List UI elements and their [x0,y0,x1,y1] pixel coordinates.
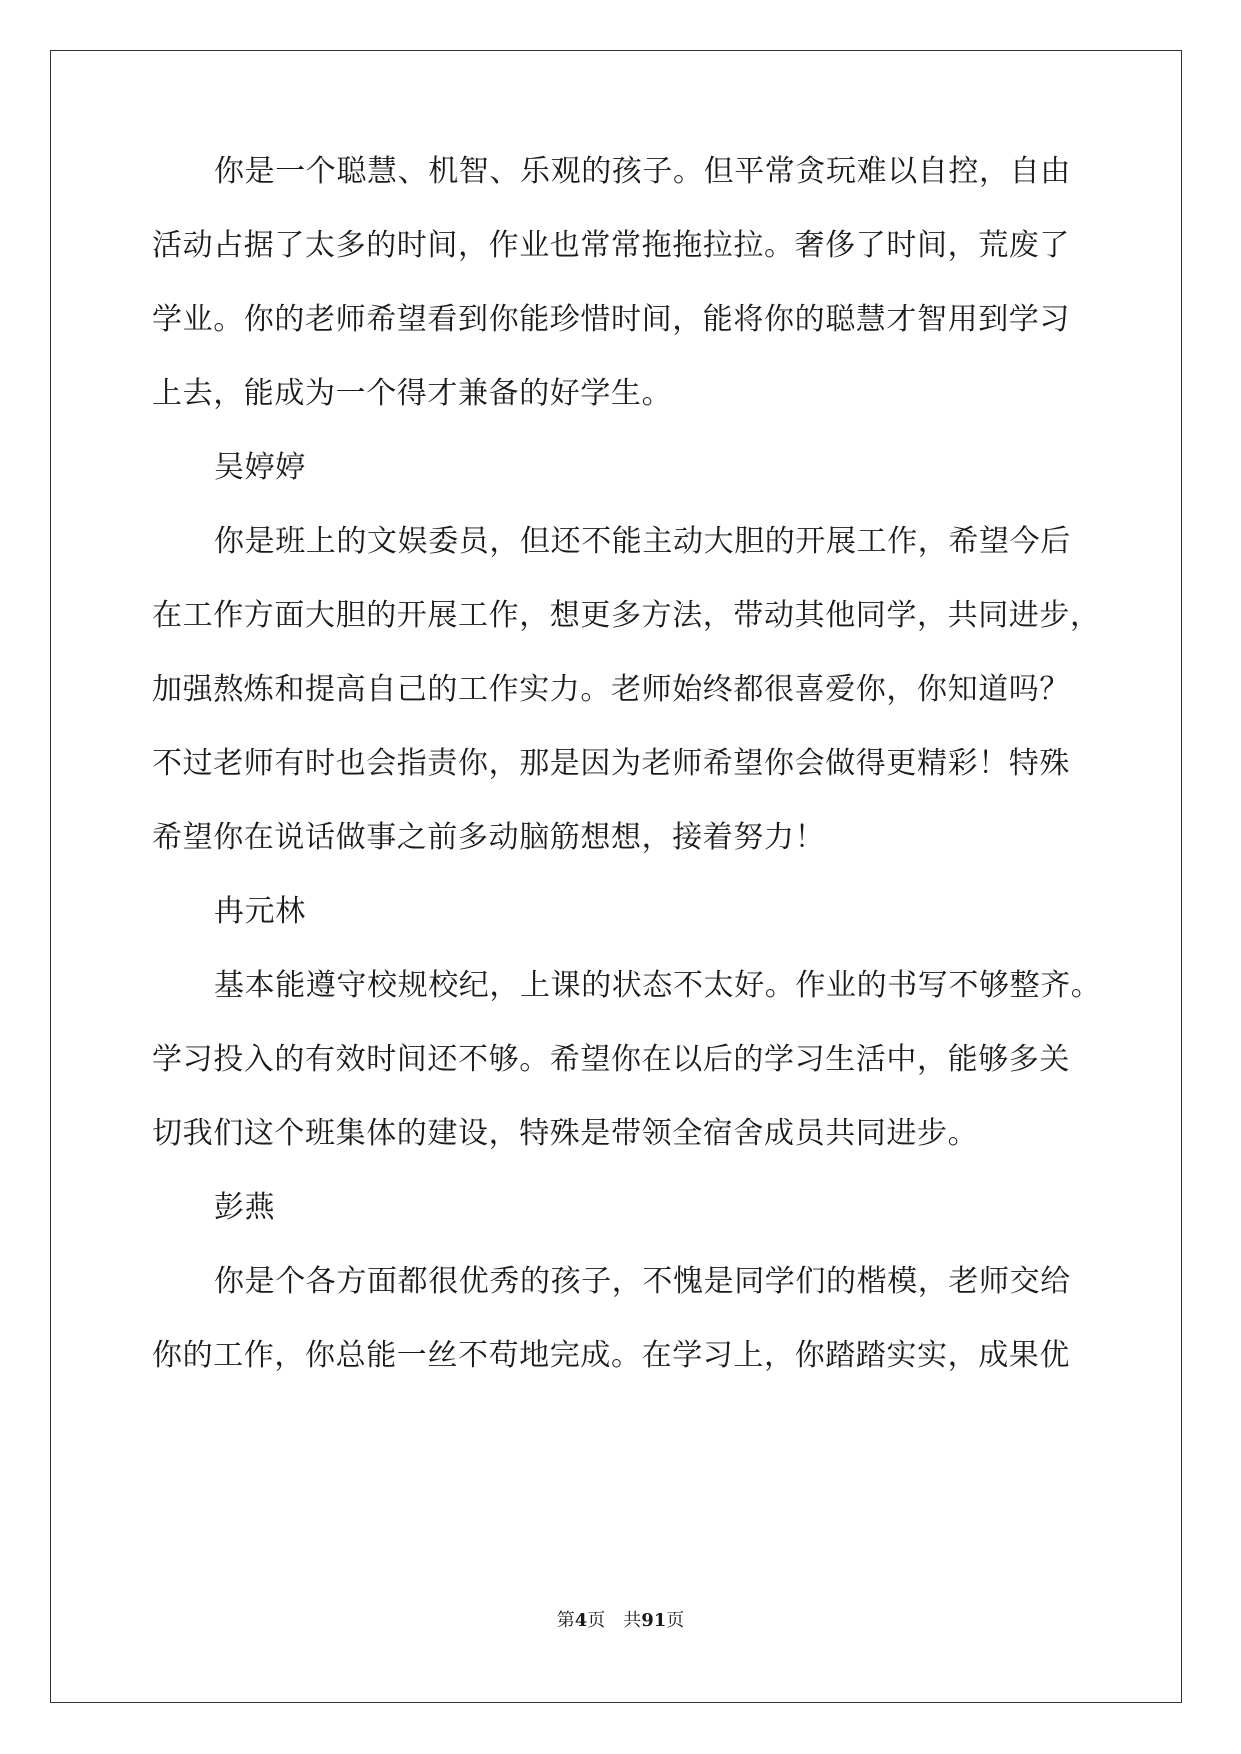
paragraph-line: 你是一个聪慧、机智、乐观的孩子。但平常贪玩难以自控，自由 [214,154,1071,189]
footer-total-prefix: 共 [623,1610,642,1631]
paragraph-line: 不过老师有时也会指责你，那是因为老师希望你会做得更精彩！特殊 [152,746,1070,781]
student-name: 冉元林 [214,894,306,929]
paragraph-line: 学习投入的有效时间还不够。希望你在以后的学习生活中，能够多关 [152,1042,1070,1077]
paragraph-line: 希望你在说话做事之前多动脑筋想想，接着努力！ [152,820,826,855]
footer-page-suffix: 页 [587,1610,606,1631]
footer-prefix: 第 [556,1610,575,1631]
paragraph-line: 在工作方面大胆的开展工作，想更多方法，带动其他同学，共同进步， [152,598,1101,633]
total-pages: 91 [641,1610,667,1631]
paragraph-line: 加强熬炼和提高自己的工作实力。老师始终都很喜爱你，你知道吗？ [152,672,1070,707]
student-name: 吴婷婷 [214,450,306,485]
paragraph-line: 上去，能成为一个得才兼备的好学生。 [152,376,673,411]
paragraph-line: 你是班上的文娱委员，但还不能主动大胆的开展工作，希望今后 [214,524,1071,559]
footer-total-suffix: 页 [666,1610,685,1631]
paragraph-line: 切我们这个班集体的建设，特殊是带领全宿舍成员共同进步。 [152,1116,979,1151]
paragraph-line: 学业。你的老师希望看到你能珍惜时间，能将你的聪慧才智用到学习 [152,302,1070,337]
paragraph-line: 你是个各方面都很优秀的孩子，不愧是同学们的楷模，老师交给 [214,1264,1071,1299]
page-number: 4 [574,1610,588,1631]
page-footer [0,1609,1241,1633]
paragraph-line: 你的工作，你总能一丝不苟地完成。在学习上，你踏踏实实，成果优 [152,1338,1070,1373]
page-border [50,50,1182,1703]
paragraph-line: 基本能遵守校规校纪，上课的状态不太好。作业的书写不够整齐。 [214,968,1102,1003]
student-name: 彭燕 [214,1190,276,1225]
paragraph-line: 活动占据了太多的时间，作业也常常拖拖拉拉。奢侈了时间，荒废了 [152,228,1070,263]
